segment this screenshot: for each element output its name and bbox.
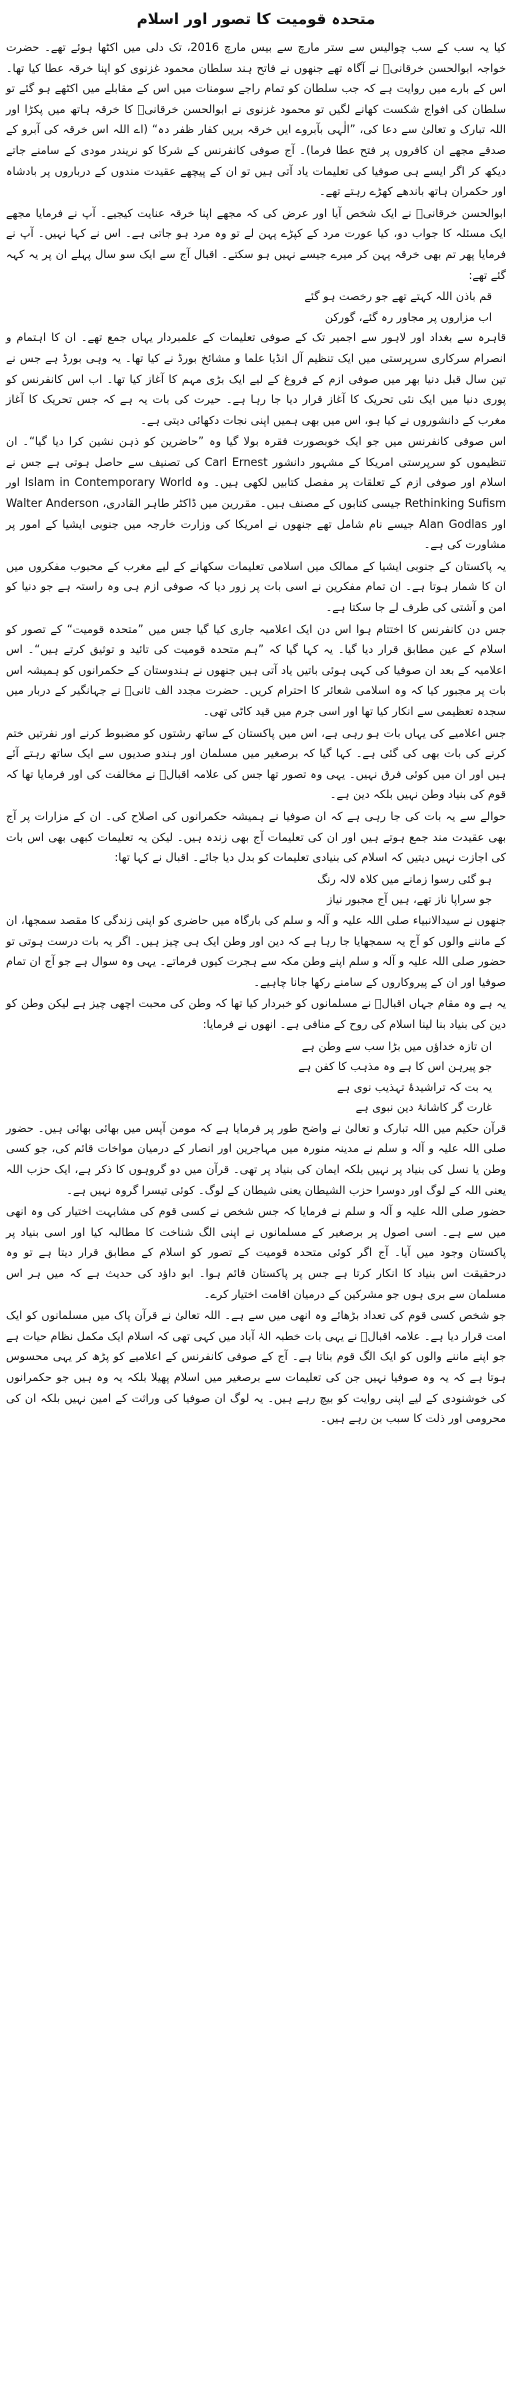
article-paragraph: جو شخص کسی قوم کی تعداد بڑھائے وہ انھی میں سے ہے۔ اللہ تعالیٰ نے قرآن پاک میں مسلمانوں کو ایک امت قرار دیا ہے۔ علامہ اقبالؒ نے یہی بات خطبہ الہٰ آباد میں کہی تھی کہ اسلام ایک مکمل نظام حیات ہے جو اپنے ماننے والوں کو ایک الگ قوم بناتا ہے۔ آج کے صوفی کانفرنس کے اعلامیے کو پڑھ کر یہی محسوس ہوتا ہے کہ یہ وہ صوفیا نہیں جن کی تعلیمات سے برصغیر میں اسلام پھیلا بلکہ یہ وہ ہیں جو حکمرانوں کی خوشنودی کے لیے اپنی روایت کو بیچ رہے ہیں۔ یہ لوگ ان صوفیا کی وراثت کے امین نہیں بلکہ ان کی محرومی اور ذلت کا سبب بن رہے ہیں۔ <box>6 1309 506 1426</box>
article-paragraph: حوالے سے یہ بات کی جا رہی ہے کہ ان صوفیا نے ہمیشہ حکمرانوں کی اصلاح کی۔ ان کے مزارات پر آج بھی عقیدت مند جمع ہوتے ہیں اور ان کی تعلیمات آج بھی زندہ ہیں۔ لیکن یہ تعلیمات کبھی بھی اس بات کی اجازت نہیں دیتیں کہ اسلام کی بنیادی تعلیمات کو بدل دیا جائے۔ اقبال نے کہا تھا: <box>6 809 506 865</box>
verse-line: جو سراپا ناز تھے، ہیں آج مجبور نیاز <box>327 893 492 907</box>
article-paragraph: یہ پاکستان کے جنوبی ایشیا کے ممالک میں اسلامی تعلیمات سکھانے کے لیے مغرب کے محبوب مفکروں میں ان کا شمار ہوتا ہے۔ ان تمام مفکرین نے اسی بات پر زور دیا کہ صوفی ازم ہی وہ راستہ ہے جو دنیا کو امن و آشتی کی طرف لے جا سکتا ہے۔ <box>6 559 506 615</box>
article-paragraph: جس دن کانفرنس کا اختتام ہوا اس دن ایک اعلامیہ جاری کیا گیا جس میں ”متحدہ قومیت“ کے تصور کو اسلام کے عین مطابق قرار دیا گیا۔ یہ کہا گیا کہ ”ہم متحدہ قومیت کی تائید و توثیق کرتے ہیں“۔ اس اعلامیہ کے بعد ان صوفیا کی کہی ہوئی باتیں یاد آتی ہیں جنھوں نے ہندوستان کے حکمرانوں کو ہمیشہ اس بات پر مجبور کیا کہ وہ اسلامی شعائر کا احترام کریں۔ حضرت مجدد الف ثانیؒ نے جہانگیر کے دربار میں سجدہ تعظیمی سے انکار کیا تھا اور اسی جرم میں قید کاٹی تھی۔ <box>6 622 506 718</box>
article-title: متحدہ قومیت کا تصور اور اسلام <box>136 10 376 28</box>
article-paragraph: اس صوفی کانفرنس میں جو ایک خوبصورت فقرہ بولا گیا وہ ”حاضرین کو ذہن نشین کرا دیا گیا“۔ ان تنظیموں کو سرپرستی امریکا کے مشہور دانشور Carl Ernest کی تصنیف سے حاصل ہوتی ہے جس نے اسلام اور صوفی ازم کے تعلقات پر مفصل کتابیں لکھی ہیں۔ وہ Islam in Contemporary World اور Rethinking Sufism جیسی کتابوں کے مصنف ہیں۔ مقررین میں ڈاکٹر طاہر القادری، Walter Anderson اور Alan Godlas جیسے نام شامل تھے جنھوں نے امریکا کی وزارت خارجہ میں جنوبی ایشیا کے امور پر مشاورت کی ہے۔ <box>6 435 507 552</box>
verse-line: ان تازہ خداؤں میں بڑا سب سے وطن ہے <box>301 1039 492 1053</box>
article-paragraph: کیا یہ سب کے سب چوالیس سے ستر مارچ سے بیس مارچ 2016، تک دلی میں اکٹھا ہوئے تھے۔ حضرت خواجہ ابوالحسن خرقانیؒ نے آگاہ تھے جنھوں نے فاتح ہند سلطان محمود غزنوی کو اپنا خرقہ عطا کیا تھا۔ اس کے بارے میں روایت ہے کہ جب سلطان کو تمام راجے سومنات میں اس کے مقابلے میں اکٹھے ہو گئے تو سلطان کی افواج شکست کھانے لگیں تو محمود غزنوی نے ابوالحسن خرقانیؒ کا خرقہ ہاتھ میں پکڑا اور اللہ تبارک و تعالیٰ سے دعا کی، ”الٰہی بآبروے ایں خرقہ بریں کفار ظفر دہ“ (اے اللہ اس خرقہ کی آبرو کے صدقے مجھے ان کافروں پر فتح عطا فرما)۔ آج صوفی کانفرنس کے شرکا کو نریندر مودی کے سامنے جاتے دیکھ کر اگر ایسے ہی صوفیا کی تعلیمات یاد آتی ہیں تو ان کے پیچھے عقیدت مندوں کے درباروں پر بادشاہ اور حکمران ہاتھ باندھے کھڑے رہتے تھے۔ <box>6 41 506 199</box>
article-paragraph: حضور صلی اللہ علیہ و آلہ و سلم نے فرمایا کہ جس شخص نے کسی قوم کی مشابہت اختیار کی وہ انھی میں سے ہے۔ اسی اصول پر برصغیر کے مسلمانوں نے اپنی الگ شناخت کا مطالبہ کیا اور اسی بنیاد پر پاکستان وجود میں آیا۔ آج اگر کوئی متحدہ قومیت کے تصور کو اسلام کے مطابق قرار دیتا ہے تو وہ درحقیقت اس بنیاد کا انکار کرتا ہے جس پر پاکستان قائم ہوا۔ ابو داؤد کی حدیث ہے کہ میں ہر اس مسلمان سے بری ہوں جو مشرکین کے درمیان اقامت اختیار کرے۔ <box>6 1205 506 1301</box>
verse-line: قم باذن اللہ کہتے تھے جو رخصت ہو گئے <box>304 290 492 304</box>
article-paragraph: جس اعلامیے کی یہاں بات ہو رہی ہے، اس میں پاکستان کے ساتھ رشتوں کو مضبوط کرنے اور نفرتیں ختم کرنے کی بات بھی کی گئی ہے۔ کہا گیا کہ برصغیر میں مسلمان اور ہندو صدیوں سے ایک ساتھ رہتے آئے ہیں اور ان میں کوئی فرق نہیں۔ یہی وہ تصور تھا جس کی علامہ اقبالؒ نے مخالفت کی اور فرمایا تھا کہ قوم کی بنیاد وطن نہیں بلکہ دین ہے۔ <box>6 726 506 802</box>
article-paragraph: یہ ہے وہ مقام جہاں اقبالؒ نے مسلمانوں کو خبردار کیا تھا کہ وطن کی محبت اچھی چیز ہے لیکن وطن کو دین کی بنیاد بنا لینا اسلام کی روح کے منافی ہے۔ انھوں نے فرمایا: <box>6 997 506 1031</box>
article-paragraph: قاہرہ سے بغداد اور لاہور سے اجمیر تک کے صوفی تعلیمات کے علمبردار یہاں جمع تھے۔ ان کا اہتمام و انصرام سرکاری سرپرستی میں ایک تنظیم آل انڈیا علما و مشائخ بورڈ نے کیا تھا۔ یہ وہی بورڈ ہے جس نے تین سال قبل دنیا بھر میں صوفی ازم کے فروغ کے لیے ایک بڑی مہم کا آغاز کیا تھا۔ اب اس کانفرنس کو پوری دنیا میں ایک نئی تحریک کا آغاز قرار دیا جا رہا ہے۔ حیرت کی بات یہ ہے کہ جس تحریک کا آغاز مغرب کے دانشوروں نے کیا ہو، اس میں بھی ہمیں اپنی نجات دکھائی دیتی ہے۔ <box>6 331 506 427</box>
verse-line: یہ بت کہ تراشیدۂ تہذیب نوی ہے <box>337 1080 492 1094</box>
verse-line: ہو گئی رسوا زمانے میں کلاہ لالہ رنگ <box>317 872 492 886</box>
article-paragraph: ابوالحسن خرقانیؒ نے ایک شخص آیا اور عرض کی کہ مجھے اپنا خرقہ عنایت کیجیے۔ آپ نے فرمایا مجھے ایک مسئلہ کا جواب دو، کیا عورت مرد کے کپڑے پہن لے تو وہ مرد ہو جاتی ہے۔ اس نے کہا نہیں۔ آپ نے فرمایا پھر تم بھی خرقہ پہن کر میرے جیسے نہیں ہو سکتے۔ اقبال آج سے ایک سو سال پہلے ان پر یہ کہہ گئے تھے: <box>6 206 506 282</box>
verse-line: جو پیرہن اس کا ہے وہ مذہب کا کفن ہے <box>298 1060 492 1074</box>
article-paragraph: قرآن حکیم میں اللہ تبارک و تعالیٰ نے واضح طور پر فرمایا ہے کہ مومن آپس میں بھائی بھائی ہیں۔ حضور صلی اللہ علیہ و آلہ و سلم نے مدینہ منورہ میں مہاجرین اور انصار کے درمیان مواخات قائم کی، جو کسی وطن یا نسل کی بنیاد پر نہیں بلکہ ایمان کی بنیاد پر تھی۔ قرآن میں دو گروہوں کا ذکر ہے، ایک حزب اللہ یعنی اللہ کے لوگ اور دوسرا حزب الشیطان یعنی شیطان کے لوگ۔ کوئی تیسرا گروہ نہیں ہے۔ <box>6 1121 506 1197</box>
verse-line: اب مزاروں پر مجاور رہ گئے، گورکن <box>324 310 492 324</box>
article-body <box>6 38 506 1430</box>
verse-line: غارت گر کاشانۂ دین نبوی ہے <box>355 1101 492 1115</box>
article-paragraph: جنھوں نے سیدالانبیاء صلی اللہ علیہ و آلہ و سلم کی بارگاہ میں حاضری کو اپنی زندگی کا مقصد سمجھا، ان کے ماننے والوں کو آج یہ سمجھایا جا رہا ہے کہ دین اور وطن ایک ہی چیز ہیں۔ اگر یہ بات درست ہوتی تو حضور صلی اللہ علیہ و آلہ و سلم اپنے وطن مکہ سے ہجرت کیوں فرماتے۔ یہی وہ سوال ہے جو آج ان تمام صوفیا اور ان کے پیروکاروں کے سامنے رکھا جانا چاہیے۔ <box>6 913 506 989</box>
